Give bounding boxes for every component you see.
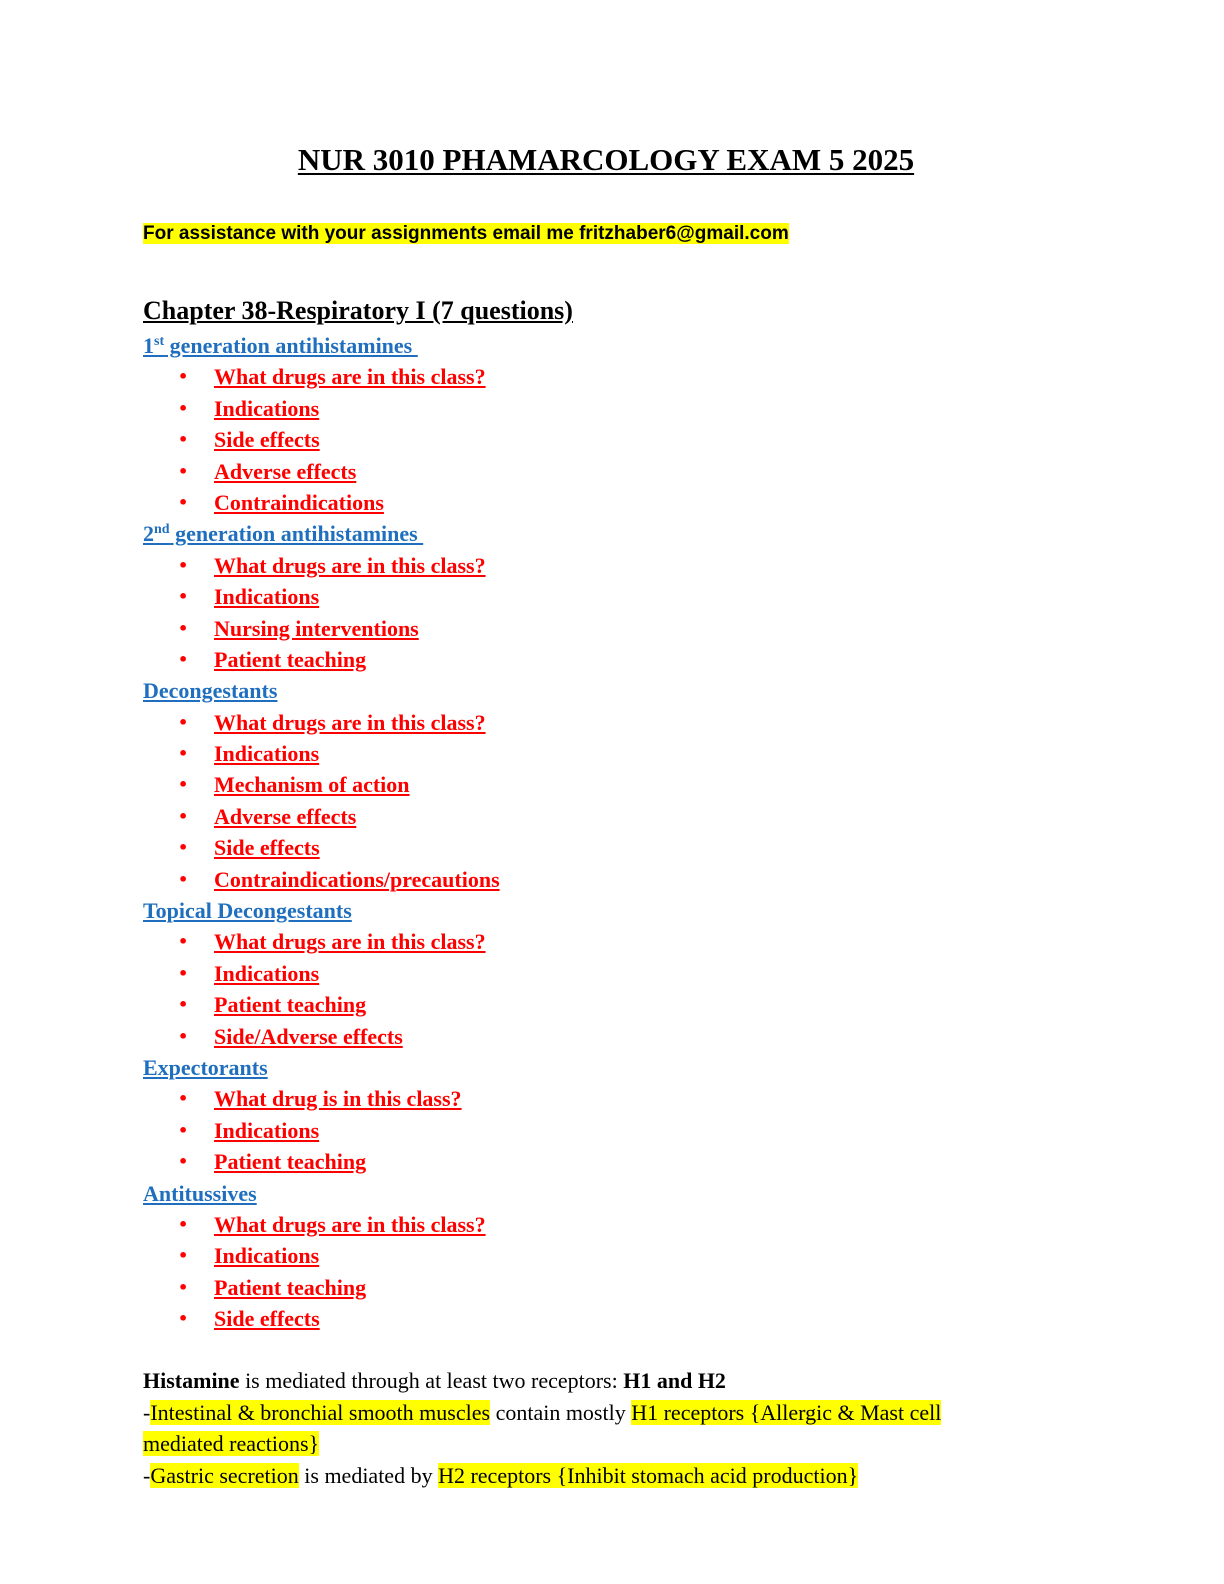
list-item-text: Nursing interventions xyxy=(214,615,419,641)
topic-outline xyxy=(143,330,1143,1335)
section-heading-text: Expectorants xyxy=(143,1054,268,1080)
list-item-text: Side/Adverse effects xyxy=(214,1023,403,1049)
list-item xyxy=(143,361,1143,392)
section-heading xyxy=(143,518,1143,549)
list-item-text: Adverse effects xyxy=(214,803,357,829)
bullet-icon: • xyxy=(178,963,189,983)
section-heading xyxy=(143,675,1143,706)
bullet-icon: • xyxy=(178,1246,189,1266)
list-item-text: Indications xyxy=(214,1117,320,1143)
bullet-icon: • xyxy=(178,712,189,732)
bullet-icon: • xyxy=(178,1152,189,1172)
bullet-icon: • xyxy=(178,1214,189,1234)
list-item xyxy=(143,1303,1143,1334)
list-item xyxy=(143,1021,1143,1052)
list-item-text: Patient teaching xyxy=(214,1149,367,1175)
section-heading-text: generation antihistamines xyxy=(169,521,424,547)
bullet-icon: • xyxy=(178,555,189,575)
list-item-text: Side effects xyxy=(214,1306,320,1332)
list-item xyxy=(143,456,1143,487)
section-heading-text: Decongestants xyxy=(143,678,278,704)
note-highlight: mediated reactions} xyxy=(143,1431,320,1456)
list-item xyxy=(143,644,1143,675)
list-item xyxy=(143,1115,1143,1146)
list-item xyxy=(143,550,1143,581)
list-item xyxy=(143,487,1143,518)
bullet-icon: • xyxy=(178,932,189,952)
list-item-text: Indications xyxy=(214,584,320,610)
list-item xyxy=(143,989,1143,1020)
note-highlight: Gastric secretion xyxy=(150,1462,299,1488)
bullet-icon: • xyxy=(178,649,189,669)
list-item-text: What drugs are in this class? xyxy=(214,709,486,735)
section-heading xyxy=(143,1178,1143,1209)
list-item xyxy=(143,769,1143,800)
list-item-text: Patient teaching xyxy=(214,992,367,1018)
list-item xyxy=(143,864,1143,895)
section-heading-ordinal: nd xyxy=(154,522,170,538)
list-item xyxy=(143,1146,1143,1177)
list-item xyxy=(143,738,1143,769)
list-item-text: Side effects xyxy=(214,835,320,861)
section-heading-ordinal: st xyxy=(154,334,165,349)
list-item xyxy=(143,581,1143,612)
histamine-notes xyxy=(143,1365,1043,1491)
bullet-icon: • xyxy=(178,430,189,450)
bullet-icon: • xyxy=(178,995,189,1015)
note-highlight: H2 receptors {Inhibit stomach acid production} xyxy=(438,1462,859,1488)
bullet-icon: • xyxy=(178,869,189,889)
note-text: is mediated through at least two receptors: xyxy=(239,1368,624,1393)
note-bold-receptors: H1 and H2 xyxy=(623,1368,726,1393)
section-heading-text: Topical Decongestants xyxy=(143,898,352,924)
document-title: NUR 3010 PHAMARCOLOGY EXAM 5 2025 xyxy=(297,142,915,177)
bullet-icon: • xyxy=(178,1089,189,1109)
list-item-text: Side effects xyxy=(214,427,320,453)
list-item xyxy=(143,707,1143,738)
bullet-icon: • xyxy=(178,838,189,858)
section-heading xyxy=(143,895,1143,926)
bullet-icon: • xyxy=(178,1026,189,1046)
list-item xyxy=(143,1209,1143,1240)
list-item-text: Indications xyxy=(214,960,320,986)
bullet-icon: • xyxy=(178,1309,189,1329)
list-item xyxy=(143,1272,1143,1303)
list-item-text: Contraindications xyxy=(214,489,384,515)
list-item xyxy=(143,958,1143,989)
note-dash: - xyxy=(143,1399,151,1425)
list-item-text: Contraindications/precautions xyxy=(214,866,500,892)
list-item-text: What drugs are in this class? xyxy=(214,552,486,578)
note-dash: - xyxy=(143,1462,151,1488)
list-item xyxy=(143,926,1143,957)
assistance-notice xyxy=(143,221,789,247)
list-item xyxy=(143,424,1143,455)
chapter-heading: Chapter 38-Respiratory I (7 questions) xyxy=(143,296,573,325)
bullet-icon: • xyxy=(178,806,189,826)
note-highlight: H1 receptors {Allergic & Mast cell xyxy=(631,1399,942,1425)
list-item xyxy=(143,1240,1143,1271)
section-heading xyxy=(143,1052,1143,1083)
note-line-3 xyxy=(143,1428,1043,1460)
note-line-1 xyxy=(143,1365,1043,1397)
list-item-text: Adverse effects xyxy=(214,458,357,484)
bullet-icon: • xyxy=(178,398,189,418)
note-line-4 xyxy=(143,1460,1043,1492)
section-heading-number: 2 xyxy=(143,521,154,547)
list-item xyxy=(143,1083,1143,1114)
list-item-text: Indications xyxy=(214,741,320,767)
bullet-icon: • xyxy=(178,744,189,764)
assistance-text: For assistance with your assignments email me fritzhaber6@gmail.com xyxy=(143,223,789,244)
list-item-text: Patient teaching xyxy=(214,646,367,672)
list-item xyxy=(143,613,1143,644)
bullet-icon: • xyxy=(178,618,189,638)
note-bold-histamine: Histamine xyxy=(143,1368,240,1393)
bullet-icon: • xyxy=(178,1120,189,1140)
list-item-text: What drugs are in this class? xyxy=(214,929,486,955)
bullet-icon: • xyxy=(178,587,189,607)
note-highlight: Intestinal & bronchial smooth muscles xyxy=(150,1399,491,1425)
list-item-text: Mechanism of action xyxy=(214,772,410,798)
bullet-icon: • xyxy=(178,775,189,795)
bullet-icon: • xyxy=(178,492,189,512)
section-heading-text: generation antihistamines xyxy=(164,333,418,358)
list-item-text: What drug is in this class? xyxy=(214,1086,462,1112)
list-item-text: Indications xyxy=(214,1243,320,1269)
list-item-text: What drugs are in this class? xyxy=(214,364,486,390)
section-heading-text: Antitussives xyxy=(143,1180,257,1206)
note-text: is mediated by xyxy=(298,1462,439,1488)
list-item xyxy=(143,801,1143,832)
list-item xyxy=(143,393,1143,424)
bullet-icon: • xyxy=(178,461,189,481)
list-item-text: What drugs are in this class? xyxy=(214,1211,486,1237)
list-item-text: Patient teaching xyxy=(214,1274,367,1300)
note-line-2 xyxy=(143,1397,1043,1429)
list-item-text: Indications xyxy=(214,395,320,421)
section-heading-number: 1 xyxy=(143,333,154,358)
note-text: contain mostly xyxy=(490,1399,632,1425)
bullet-icon: • xyxy=(178,1277,189,1297)
bullet-icon: • xyxy=(178,367,189,387)
list-item xyxy=(143,832,1143,863)
section-heading xyxy=(143,330,1143,361)
